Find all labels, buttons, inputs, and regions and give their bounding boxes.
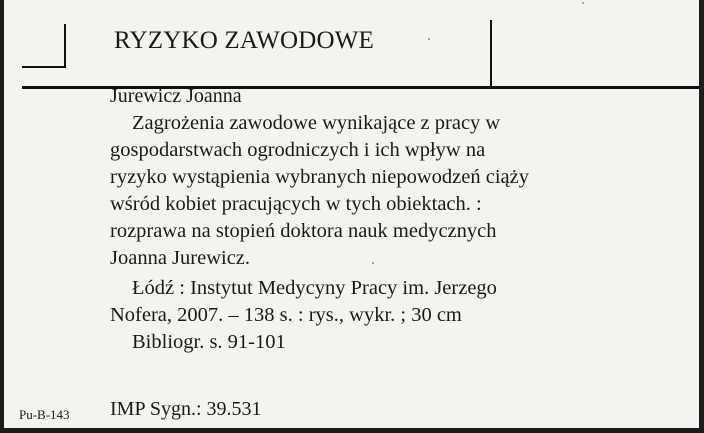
subject-heading: RYZYKO ZAWODOWE — [114, 27, 374, 54]
bibliography-note: Bibliogr. s. 91-101 — [132, 331, 286, 353]
author-name: Jurewicz Joanna — [110, 85, 242, 107]
imprint-line: Łódź : Instytut Medycyny Pracy im. Jerzego — [132, 277, 497, 299]
title-line: rozprawa na stopień doktora nauk medycznych — [110, 220, 497, 242]
catalog-card — [4, 0, 699, 428]
paper-speck — [582, 2, 584, 4]
header-right-divider — [490, 20, 492, 86]
paper-speck — [372, 262, 374, 264]
title-line: gospodarstwach ogrodniczych i ich wpływ na — [110, 139, 486, 161]
title-line: Zagrożenia zawodowe wynikające z pracy w — [132, 112, 501, 134]
corner-bracket-vertical — [64, 24, 66, 68]
title-line: wśród kobiet pracujących w tych obiektach. : — [110, 193, 482, 215]
location-code: Pu-B-143 — [19, 407, 70, 422]
title-line: ryzyko wystąpienia wybranych niepowodzeń ciąży — [110, 166, 529, 188]
imprint-line: Nofera, 2007. – 138 s. : rys., wykr. ; 30 cm — [110, 304, 462, 326]
paper-speck — [428, 38, 430, 40]
title-line: Joanna Jurewicz. — [110, 247, 251, 269]
corner-bracket-horizontal — [22, 66, 66, 68]
shelf-signature: IMP Sygn.: 39.531 — [110, 398, 262, 420]
